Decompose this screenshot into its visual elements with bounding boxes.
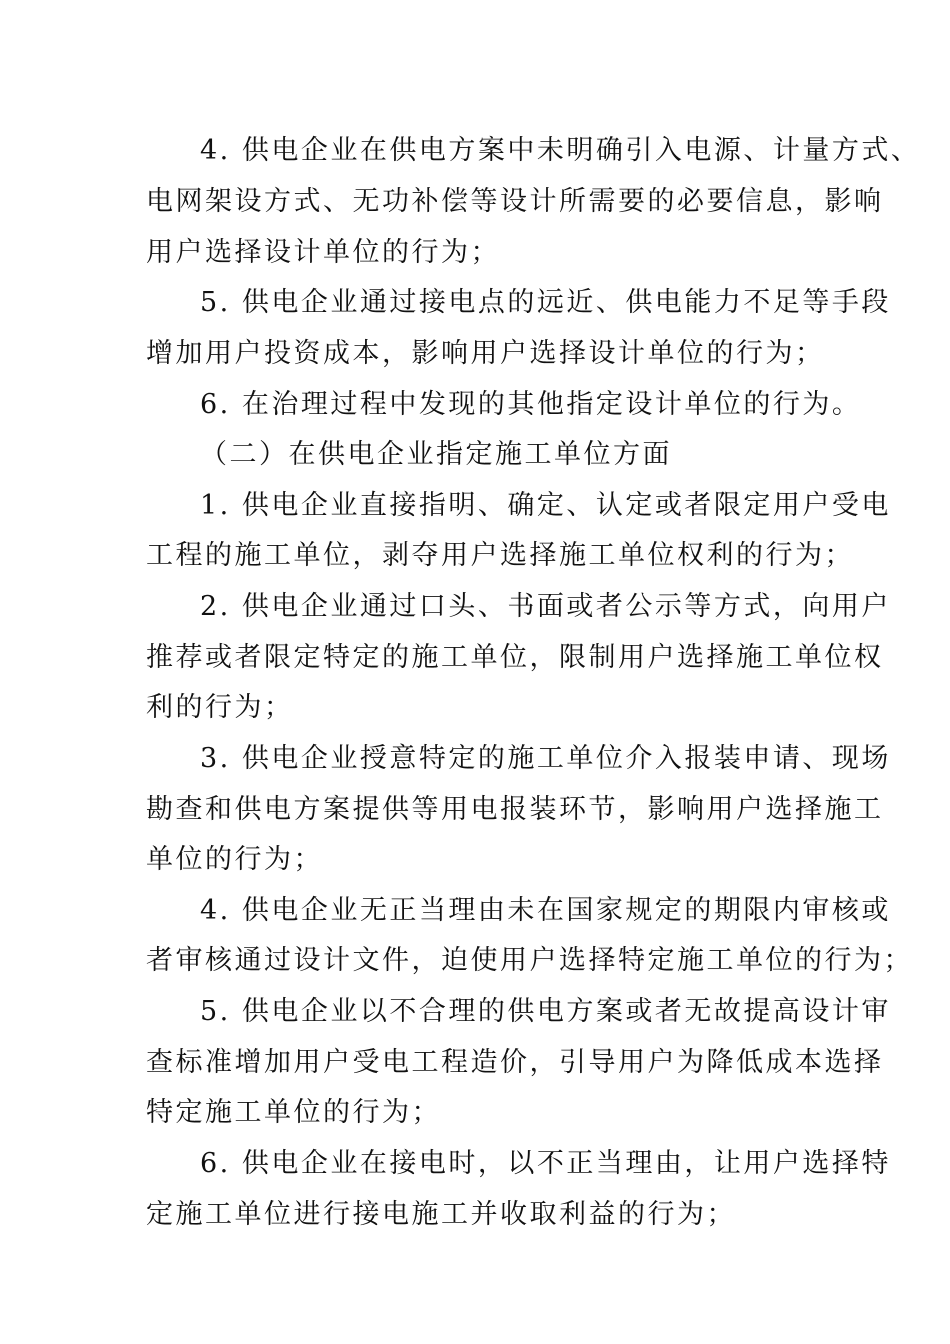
- line-text: 5. 供电企业通过接电点的远近、供电能力不足等手段: [200, 287, 891, 318]
- text-line: [0, 182, 950, 222]
- line-text: 1. 供电企业直接指明、确定、认定或者限定用户受电: [200, 490, 891, 521]
- line-text: 单位的行为；: [146, 844, 323, 875]
- text-line: [0, 1144, 950, 1184]
- line-text: 定施工单位进行接电施工并收取利益的行为；: [146, 1199, 736, 1230]
- text-line: [0, 891, 950, 931]
- line-text: 6. 供电企业在接电时，以不正当理由，让用户选择特: [200, 1148, 891, 1179]
- line-text: 勘查和供电方案提供等用电报装环节，影响用户选择施工: [146, 794, 884, 825]
- line-text: 查标准增加用户受电工程造价，引导用户为降低成本选择: [146, 1047, 884, 1078]
- text-line: [0, 1043, 950, 1083]
- line-text: 推荐或者限定特定的施工单位，限制用户选择施工单位权: [146, 642, 884, 673]
- text-line: [0, 840, 950, 880]
- section-heading: [0, 435, 950, 475]
- line-text: 者审核通过设计文件，迫使用户选择特定施工单位的行为；: [146, 945, 913, 976]
- text-line: [0, 334, 950, 374]
- line-text: 工程的施工单位，剥夺用户选择施工单位权利的行为；: [146, 540, 854, 571]
- text-line: [0, 688, 950, 728]
- text-line: [0, 536, 950, 576]
- line-text: 用户选择设计单位的行为；: [146, 237, 500, 268]
- text-line: [0, 1195, 950, 1235]
- text-line: [0, 283, 950, 323]
- text-line: [0, 941, 950, 981]
- text-line: [0, 790, 950, 830]
- line-text: 4. 供电企业在供电方案中未明确引入电源、计量方式、: [200, 135, 921, 166]
- line-text: 6. 在治理过程中发现的其他指定设计单位的行为。: [200, 389, 862, 420]
- text-line: [0, 233, 950, 273]
- line-text: 2. 供电企业通过口头、书面或者公示等方式，向用户: [200, 591, 891, 622]
- text-line: [0, 587, 950, 627]
- line-text: 特定施工单位的行为；: [146, 1097, 441, 1128]
- line-text: 5. 供电企业以不合理的供电方案或者无故提高设计审: [200, 996, 891, 1027]
- line-text: 3. 供电企业授意特定的施工单位介入报装申请、现场: [200, 743, 891, 774]
- text-line: [0, 385, 950, 425]
- text-line: [0, 992, 950, 1032]
- line-text: 增加用户投资成本，影响用户选择设计单位的行为；: [146, 338, 825, 369]
- line-text: 利的行为；: [146, 692, 294, 723]
- text-line: [0, 638, 950, 678]
- text-line: [0, 131, 950, 171]
- section-heading-text: （二）在供电企业指定施工单位方面: [200, 439, 672, 470]
- text-line: [0, 739, 950, 779]
- line-text: 电网架设方式、无功补偿等设计所需要的必要信息，影响: [146, 186, 884, 217]
- text-line: [0, 1093, 950, 1133]
- text-line: [0, 486, 950, 526]
- line-text: 4. 供电企业无正当理由未在国家规定的期限内审核或: [200, 895, 891, 926]
